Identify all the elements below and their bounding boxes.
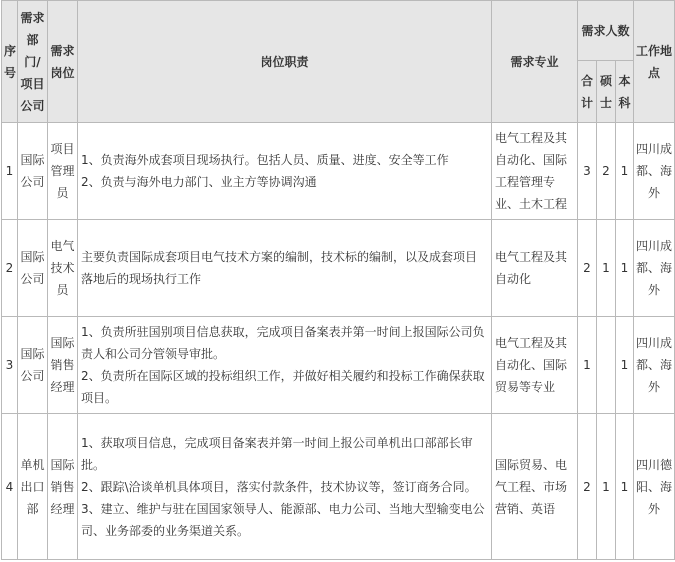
cell-dept: 国际公司	[18, 220, 48, 317]
duty-line: 主要负责国际成套项目电气技术方案的编制，技术标的编制，以及成套项目落地后的现场执行工作	[81, 250, 478, 286]
duty-line: 2、跟踪\洽谈单机具体项目，落实付款条件，技术协议等，签订商务合同。	[81, 479, 477, 494]
duty-line: 1、获取项目信息，完成项目备案表并第一时间上报公司单机出口部部长审批。	[81, 435, 473, 472]
table-row	[2, 123, 675, 220]
cell-position: 国际销售经理	[48, 414, 78, 560]
header-bachelor: 本科	[616, 61, 634, 123]
cell-seq: 3	[2, 317, 18, 414]
duty-line: 1、负责海外成套项目现场执行。包括人员、质量、进度、安全等工作	[81, 153, 449, 167]
cell-major: 电气工程及其自动化	[492, 220, 578, 317]
cell-master: 1	[597, 220, 616, 317]
cell-seq: 4	[2, 414, 18, 560]
cell-duties	[78, 220, 492, 317]
header-seq: 序号	[2, 1, 18, 123]
header-headcount: 需求人数	[578, 1, 634, 61]
cell-duties	[78, 414, 492, 560]
duty-line: 1、负责所驻国别项目信息获取，完成项目备案表并第一时间上报国际公司负责人和公司分管领导审批。	[81, 325, 485, 361]
header-major: 需求专业	[492, 1, 578, 123]
cell-duties	[78, 317, 492, 414]
cell-bachelor: 1	[616, 317, 634, 414]
cell-master	[597, 317, 616, 414]
job-requirements-table	[1, 0, 675, 560]
duty-line: 2、负责所在国际区域的投标组织工作，并做好相关履约和投标工作确保获取项目。	[81, 369, 485, 405]
cell-position: 国际销售经理	[48, 317, 78, 414]
header-dept: 需求部门/项目公司	[18, 1, 48, 123]
cell-bachelor: 1	[616, 123, 634, 220]
cell-seq: 1	[2, 123, 18, 220]
header-duties: 岗位职责	[78, 1, 492, 123]
duty-line: 2、负责与海外电力部门、业主方等协调沟通	[81, 175, 317, 189]
cell-seq: 2	[2, 220, 18, 317]
cell-major: 电气工程及其自动化、国际工程管理专业、土木工程	[492, 123, 578, 220]
header-location: 工作地点	[634, 1, 675, 123]
cell-total: 3	[578, 123, 597, 220]
header-position: 需求岗位	[48, 1, 78, 123]
table-row	[2, 414, 675, 560]
header-total: 合计	[578, 61, 597, 123]
table-row	[2, 220, 675, 317]
cell-duties	[78, 123, 492, 220]
cell-bachelor: 1	[616, 414, 634, 560]
cell-location: 四川德阳、海外	[634, 414, 675, 560]
cell-major: 电气工程及其自动化、国际贸易等专业	[492, 317, 578, 414]
cell-position: 电气技术员	[48, 220, 78, 317]
cell-dept: 单机出口部	[18, 414, 48, 560]
cell-position: 项目管理员	[48, 123, 78, 220]
cell-major: 国际贸易、电气工程、市场营销、英语	[492, 414, 578, 560]
header-master: 硕士	[597, 61, 616, 123]
duty-line: 3、建立、维护与驻在国国家领导人、能源部、电力公司、当地大型输变电公司、业务部委的业务渠道关系。	[81, 501, 485, 538]
cell-location: 四川成都、海外	[634, 220, 675, 317]
cell-total: 2	[578, 220, 597, 317]
table-row	[2, 317, 675, 414]
cell-master: 1	[597, 414, 616, 560]
cell-total: 2	[578, 414, 597, 560]
cell-dept: 国际公司	[18, 123, 48, 220]
table-header	[2, 1, 675, 123]
cell-bachelor: 1	[616, 220, 634, 317]
cell-location: 四川成都、海外	[634, 123, 675, 220]
cell-master: 2	[597, 123, 616, 220]
cell-location: 四川成都、海外	[634, 317, 675, 414]
cell-total: 1	[578, 317, 597, 414]
cell-dept: 国际公司	[18, 317, 48, 414]
